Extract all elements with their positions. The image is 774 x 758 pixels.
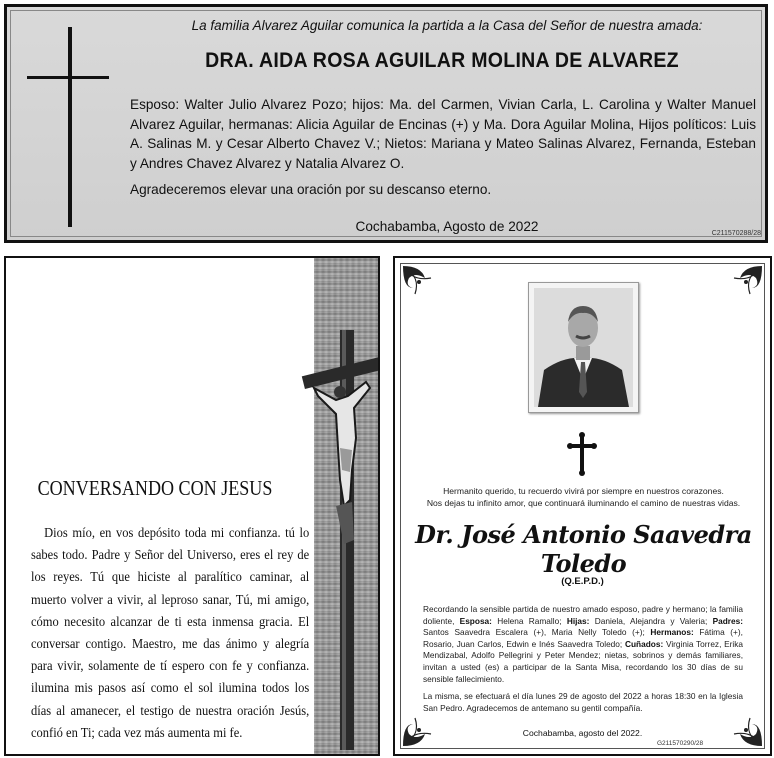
esposa-value: Helena Ramallo;	[497, 615, 567, 626]
left-prayer-notice	[4, 256, 380, 756]
body-intro: Recordando la sensible partida de nuestro amado esposo, padre y hermano; la familia doliente,	[423, 604, 743, 626]
top-notice-intro: La familia Alvarez Aguilar comunica la partida a la Casa del Señor de nuestra amada:	[191, 18, 703, 33]
right-notice-intro	[411, 486, 756, 509]
cross-icon-horizontal-bar	[27, 76, 109, 79]
right-notice-intro-line2: Nos dejas tu infinito amor, que continuará iluminando el camino de nuestras vidas.	[426, 497, 741, 508]
left-notice-title: CONVERSANDO CON JESUS	[37, 476, 273, 500]
cunados-value: Virginia Torrez, Erika Mendizabal, Adolfo Pellegrini y Peter Mendez; nietas, sobrinos y demás familiares, invitan a usted (es) a participar de la Santa Misa, recordando los 30 días de su sensible fallecimiento.	[423, 638, 744, 684]
right-notice-family-text	[423, 604, 743, 685]
hijas-label: Hijas:	[566, 615, 595, 626]
cross-icon-vertical-bar	[68, 27, 72, 227]
top-notice-place-date: Cochabamba, Agosto de 2022	[355, 219, 539, 234]
right-notice-qepd: (Q.E.P.D.)	[561, 576, 604, 587]
padres-label: Padres:	[712, 615, 743, 626]
hermanos-value: Fátima (+), Rosario, Juan Carlos, Edwin e Inés Saavedra Toledo;	[423, 627, 743, 649]
top-notice-family-list: Esposo: Walter Julio Alvarez Pozo; hijos: Ma. del Carmen, Vivian Carla, L. Carolina y Walter Manuel Alvarez Aguilar, hermanas: Alicia Aguilar de Encinas (+) y Ma. Dora Aguilar Molina, Hijos políticos: Luis A. Salinas M. y Cesar Alberto Chavez V.; Nietos: Mariana y Mateo Salinas Alvarez, Fernanda, Esteban y Andres Chavez Alvarez y Natalia Alvarez O.	[130, 97, 756, 171]
hijas-value: Daniela, Alejandra y Valeria;	[594, 615, 713, 626]
right-notice-deceased-name: Dr. José Antonio Saavedra Toledo	[415, 520, 752, 578]
top-obituary-notice	[4, 4, 768, 243]
portrait-photo-frame	[528, 282, 639, 413]
corner-ornament-icon	[724, 264, 764, 304]
padres-value: Santos Saavedra Escalera (+), Maria Nelly Toledo (+);	[423, 627, 651, 638]
top-notice-code: C211570288/28	[711, 230, 761, 237]
hermanos-label: Hermanos:	[650, 627, 700, 638]
top-notice-deceased-name: DRA. AIDA ROSA AGUILAR MOLINA DE ALVAREZ	[205, 49, 679, 72]
cunados-label: Cuñados:	[624, 638, 666, 649]
right-notice-mass-info: La misma, se efectuará el día lunes 29 de agosto del 2022 a horas 18:30 en la Iglesia San Pedro. Agradecemos de antemano su gentil compañía.	[423, 691, 743, 713]
right-notice-code: G211570290/28	[657, 740, 704, 747]
top-notice-prayer: Agradeceremos elevar una oración por su descanso eterno.	[130, 182, 492, 197]
left-notice-prayer-text: Dios mío, en vos depósito toda mi confianza. tú lo sabes todo. Padre y Señor del Universo, eres el rey de los reyes. Tú que hiciste al paralítico caminar, al muerto volver a vivir, al leproso sanar, Tú, mi amigo, cómo necesito alcanzar de ti esta inmensa gracia. El conversar contigo. Maestro, me das ánimo y alegría para vivir, solamente de tí espero con fe y confianza. ilumina mis pasos así como el sol ilumina todos los días al amanecer, el testigo de nuestra oración Jesús, confió en Ti; cada vez más aumenta mi fe.	[31, 525, 310, 740]
esposa-label: Esposa:	[459, 615, 498, 626]
right-notice-place-date: Cochabamba, agosto del 2022.	[522, 728, 643, 738]
corner-ornament-icon	[401, 264, 441, 304]
right-notice-intro-line1: Hermanito querido, tu recuerdo vivirá por siempre en nuestros corazones.	[443, 486, 724, 496]
right-obituary-notice	[393, 256, 772, 756]
cross-icon	[567, 432, 597, 476]
portrait-photo	[534, 288, 633, 407]
